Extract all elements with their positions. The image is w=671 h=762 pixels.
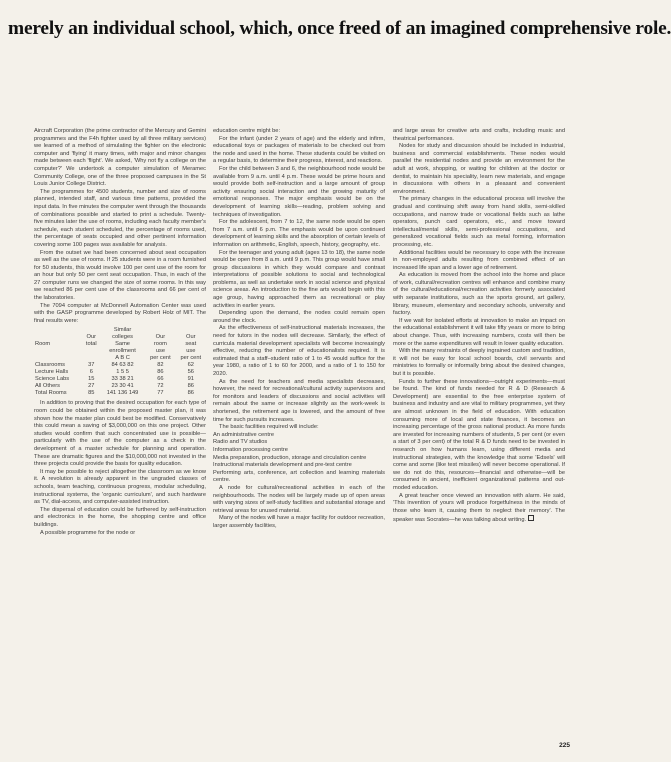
table-header-cell: Room: [35, 341, 51, 348]
end-mark-icon: [528, 515, 534, 521]
closing-paragraph-text: A great teacher once viewed an innovation with alarm. He said, 'This invention of yours will produce forgetfulness in the minds of those who learn it, causing them to neglect their memory'. The speaker was Socrates—he was talking about writing.: [393, 492, 565, 524]
room-use-table: [34, 327, 206, 397]
list-item: Instructional materials development and pre-test centre: [213, 462, 352, 469]
paragraph: A node for cultural/recreational activities in each of the neighbourhoods. The nodes will be largely made up of open areas with varying sizes of self-study facilities and substantial storage and retrieval areas for unused material.: [213, 484, 385, 514]
paragraph: For the infant (under 2 years of age) and the elderly and infirm, educational toys or packages of materials to be checked out from the node and used in the home. These students could be visited on a regular basis, to determine their progress, interest, and reactions.: [213, 135, 385, 165]
table-cell: 23 30 41: [111, 383, 134, 390]
facilities-list: [213, 432, 385, 485]
table-header-cell: use: [155, 348, 165, 355]
table-cell: 15: [88, 376, 95, 383]
table-header-cell: per cent: [180, 355, 202, 362]
text-column-3: [393, 128, 565, 760]
table-cell: 37: [88, 362, 95, 369]
table-header-cell: Our: [155, 334, 166, 341]
paragraph: In addition to proving that the desired occupation for each type of room could be obtained within the proposed master plan, it was shown how the master plan could best be modified. Conservatively this could mean a saving of $3,000,000 on this one project. Other studies would confirm that such concentrated use is possible—particularly with the use of the computer as a check in the development of a master schedule for planning and operation. These are dramatic figures and the $10,000,000 not invested in the three projects could provide the basis for quality education.: [34, 400, 206, 468]
table-header-cell: per cent: [150, 355, 171, 362]
table-cell: 86: [187, 390, 194, 397]
headline: merely an individual school, which, once freed of an imagined comprehensive role.: [8, 18, 671, 39]
table-header-cell: [83, 348, 100, 355]
table-header-cell: A B C: [115, 355, 130, 362]
paragraph: As education is moved from the school into the home and place of work, cultural/recreation centres will enhance and combine many of the cultural/educational/recreation activities formerly associated with separate institutions, such as the sports ground, art gallery, library, museum, elementary and secondary schools, university and factory.: [393, 272, 565, 317]
table-header-cell: [34, 355, 83, 362]
paragraph: From the outset we had been concerned about seat occupation as well as the use of rooms. If 25 students were in a room furnished for 50 students, this would involve 100 per cent use of the room for an hour but only 50 per cent seat occupation. Thus, in each of the 27 computer runs we changed the size of some rooms. In this way we reached 86 per cent use of the classrooms and 66 per cent of the laboratories.: [34, 249, 206, 302]
table-header-row: [34, 341, 206, 348]
paragraph: For the adolescent, from 7 to 12, the same node would be open from 7 a.m. until 6 p.m. The emphasis would be upon continued development of learning skills and the absorption of certain levels of information on arithmetic, English, speech, history, geography, etc.: [213, 219, 385, 248]
page-number: 225: [559, 742, 570, 749]
paragraph: Additional facilities would be necessary to cope with the increase in non-employed adults resulting from combined effect of an increased life span and a lower age of retirement.: [393, 249, 565, 271]
text-column-1: [34, 128, 206, 760]
paragraph: For the child between 3 and 6, the neighbourhood node would be available from 9 a.m. until 4 p.m. These would be prime hours and would provide both self-instruction and a large amount of group activity ensuring social interaction and the growing maturity of emotional responses. The major emphasis would be on the development of learning skills—reading, problem solving and techniques of investigation.: [213, 165, 385, 218]
table-header-cell: [176, 327, 206, 334]
table-header-cell: Our: [186, 334, 196, 341]
paragraph: The basic facilities required will include:: [219, 424, 319, 431]
paragraph: The primary changes in the educational process will involve the gradual and continuing shift away from hand skills, semi-skilled occupations, and narrow trade or vocational fields such as lathe operators, punch card operators, etc., and move toward intellectual/mental skills, semi-professional occupations, and generalized vocational fields such as metal forming, information processing, etc.: [393, 196, 565, 248]
table-header-cell: Same: [115, 341, 130, 348]
table-cell: 62: [187, 362, 194, 369]
table-cell: 91: [187, 376, 194, 383]
paragraph: [393, 493, 565, 525]
table-cell: 85: [88, 390, 95, 397]
paragraph: Nodes for study and discussion should be included in industrial, business and commercial establishments. These nodes would parallel the residential nodes and provide an environment for the adult at work, shopping, or waiting for children at the doctor or dentist, to maintain his speciality, learn new materials, and engage in discussions with others in a pleasant and convenient environment.: [393, 143, 565, 195]
table-cell: 1 5 5: [116, 369, 129, 376]
list-item: Media preparation, production, storage and circulation centre: [213, 454, 367, 461]
table-row: [34, 362, 206, 369]
table-header-cell: use: [186, 348, 196, 355]
paragraph: Many of the nodes will have a major facility for outdoor recreation, larger assembly facilities,: [213, 515, 385, 529]
paragraph: The programmes for 4500 students, number and size of rooms planned, intended staff, and various time patterns, provided the input data. In five minutes the computer went through the thousands of combinations possible and started to print a schedule. Twenty-five minutes later the use of rooms, including each faculty member's schedule, each student scheduled, the percentage of rooms used, the percentage of seats occupied and other pertinent information covering some 100 pages was available for analysis.: [34, 188, 206, 248]
paragraph: For the teenager and young adult (ages 13 to 18), the same node would be open from 8 a.m. until 9 p.m. This group would have small group discussions in which they would compare and contrast interpretations of possible solutions to social and technological problems, as well as undertake work in social science and physical science areas. An introduction to the fine arts would begin with this age group, having approached them as recreational or play activities in earlier years.: [213, 249, 385, 309]
table-cell: 86: [187, 383, 194, 390]
paragraph: As the need for teachers and media specialists decreases, however, the need for recreational/cultural activity supervisors and for monitors and leaders of discussions and social activities will remain about the same or increase slightly as the work-week is shortened, the retirement age is lowered, and the amount of free time for such pursuits increases.: [213, 378, 385, 423]
table-header-cell: [83, 327, 100, 334]
table-header-row: [34, 355, 206, 362]
table-cell: 27: [88, 383, 95, 390]
table-header-cell: [145, 327, 175, 334]
paragraph: A possible programme for the node or: [40, 529, 136, 536]
table-row: [34, 390, 206, 397]
table-cell: Lecture Halls: [35, 369, 69, 376]
table-header-cell: [34, 348, 83, 355]
paragraph: and large areas for creative arts and crafts, including music and theatrical performances.: [393, 128, 565, 142]
table-header-cell: [34, 327, 83, 334]
table-cell: 56: [187, 369, 194, 376]
list-item: Performing arts, conference, art collection and learning materials centre.: [213, 469, 385, 484]
table-cell: All Others: [35, 383, 60, 390]
table-cell: 33 38 21: [111, 376, 134, 383]
table-cell: 72: [157, 383, 164, 390]
paragraph: With the many restraints of deeply ingrained custom and tradition, it will not be easy for local school boards, civil servants and ministries to formally or informally bring about the desired changes, but it is possible.: [393, 348, 565, 377]
table-row: [34, 369, 206, 376]
table-cell: 6: [89, 369, 93, 376]
paragraph: Funds to further these innovations—outright experiments—must be found. The kind of funds needed for R & D (Research & Development) are essential to the free enterprise system of business and industry and are vital to military programmes, yet they are almost unknown in the field of education. With education consuming more of local and state finances, it becomes an increasing percentage of the gross national product. As more funds are invested for increasing numbers of students, 5 per cent (or even a start of 3 per cent) of the total R & D funds need to be invested in research on how humans learn, using different media and instructional strategies, with the knowledge that some 'Edsels' will come and some (like test missiles) will never become operational. If we do not do this, resources—financial and otherwise—will be consumed in ancient, inefficient organizational patterns and out-moded education.: [393, 378, 565, 491]
table-row: [34, 376, 206, 383]
table-header-cell: total: [85, 341, 97, 348]
table-header-row: [34, 348, 206, 355]
table-cell: 82: [157, 362, 164, 369]
table-header-cell: Similar: [113, 327, 132, 334]
table-header-cell: Our: [86, 334, 97, 341]
table-cell: Science Labs: [35, 376, 70, 383]
paragraph: The 7094 computer at McDonnell Automation Center was used with the GASP programme developed by Robert Holz of MIT. The final results were:: [34, 302, 206, 324]
paragraph: education centre might be:: [213, 128, 281, 134]
list-item: Radio and TV studios: [213, 439, 268, 446]
paragraph: If we wait for isolated efforts at innovation to make an impact on the educational establishment it will take fifty years or more to bring about change. Thus, with increasing numbers, costs will then be more or the same expenditures will result in lower quality education.: [393, 317, 565, 347]
table-header-cell: seat: [185, 341, 197, 348]
list-item: An administrative centre: [213, 431, 275, 438]
paragraph: The dispersal of education could be furthered by self-instruction and electronics in the home, the shopping centre and office buildings.: [34, 506, 206, 528]
table-header-row: [34, 334, 206, 341]
list-item: Information processing centre: [213, 446, 288, 453]
table-cell: 84 63 82: [111, 362, 134, 369]
paragraph: As the effectiveness of self-instructional materials increases, the need for tutors in the nodes will decrease. Similarly, the effect of curricula material development specialists will become increasingly effective, reducing the number of educationalists required. It is estimated that a staff–student ratio of 1 to 45 would suffice for the year 1980, a ratio of 1 to 60 for 2000, and a ratio of 1 to 150 for 2020.: [213, 325, 385, 377]
table-header-cell: room: [153, 341, 167, 348]
table-row: [34, 383, 206, 390]
paragraph: Depending upon the demand, the nodes could remain open around the clock.: [213, 310, 385, 324]
table-header-cell: [34, 334, 83, 341]
table-cell: 66: [157, 376, 164, 383]
table-cell: Classrooms: [35, 362, 66, 369]
paragraph: Aircraft Corporation (the prime contractor of the Mercury and Gemini programmes and the F4h fighter used by all three military services) we learned of a method of simulating the fighter on the electronic computer and 'flying' it many times, with major and minor changes made between each 'flight'. We asked, 'Why not fly a college on the computer?' We undertook a computer simulation of Meramec Community College, one of the three proposed campuses in the St Louis Junior College District.: [34, 128, 206, 188]
table-cell: 141 136 149: [106, 390, 139, 397]
table-header-cell: enrollment: [109, 348, 136, 355]
table-header-row: [34, 327, 206, 334]
table-cell: Total Rooms: [35, 390, 67, 397]
table-header-cell: [83, 355, 100, 362]
table-header-cell: colleges: [112, 334, 133, 341]
table-cell: 77: [157, 390, 164, 397]
paragraph: It may be possible to reject altogether the classroom as we know it. A revolution is already apparent in the ungraded classes of schools, team teaching, continuous progress, modular scheduling, instructional systems, the 'organic curriculum', and such hardware as TV, dial-access, and computer-assisted instruction.: [34, 468, 206, 506]
table-cell: 86: [157, 369, 164, 376]
text-column-2: [213, 128, 385, 760]
